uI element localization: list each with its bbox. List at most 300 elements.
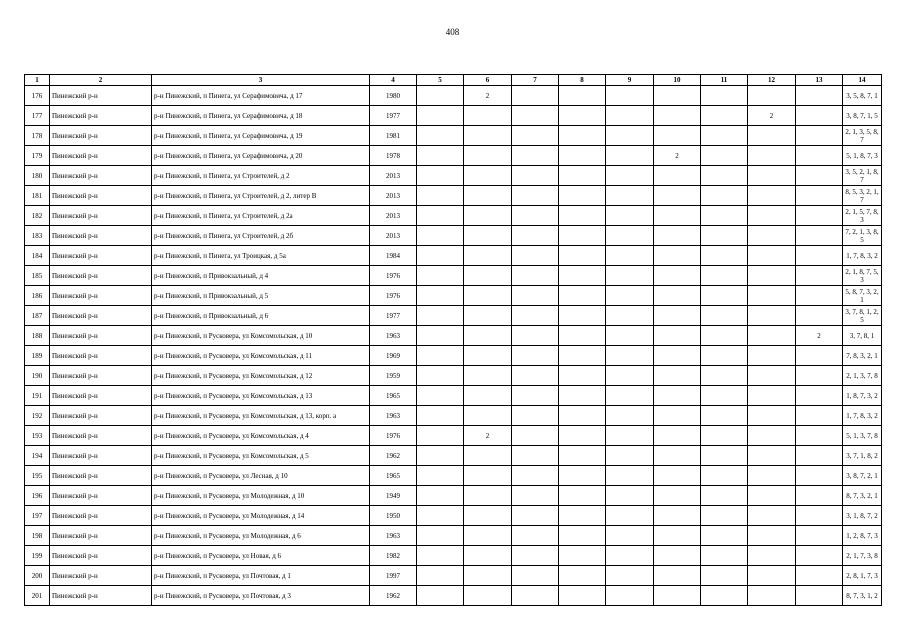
col11-cell: [701, 286, 748, 306]
col11-cell: [701, 406, 748, 426]
header-row: [25, 75, 882, 86]
district-cell: Пинежский р-н: [50, 146, 152, 166]
col13-cell: [796, 246, 843, 266]
col5-cell: [417, 366, 464, 386]
col7-cell: [512, 526, 559, 546]
col12-cell: [748, 306, 796, 326]
col5-cell: [417, 266, 464, 286]
address-cell: р-н Пинежский, п Пинега, ул Строителей, д 2, литер В: [152, 186, 370, 206]
col14-cell: 1, 8, 7, 3, 2: [843, 386, 882, 406]
col11-cell: [701, 586, 748, 606]
col10-cell: [654, 126, 701, 146]
row-number: 177: [25, 106, 50, 126]
year-cell: 1962: [370, 446, 417, 466]
col11-cell: [701, 226, 748, 246]
col10-cell: [654, 186, 701, 206]
col13-cell: [796, 226, 843, 246]
col12-cell: [748, 366, 796, 386]
col13-cell: [796, 346, 843, 366]
column-header-5: 5: [417, 75, 464, 86]
year-cell: 1984: [370, 246, 417, 266]
col7-cell: [512, 266, 559, 286]
table-row: [25, 366, 882, 386]
col10-cell: [654, 566, 701, 586]
row-number: 176: [25, 86, 50, 106]
col6-cell: [464, 126, 512, 146]
table-row: [25, 306, 882, 326]
col7-cell: [512, 486, 559, 506]
col8-cell: [559, 486, 606, 506]
district-cell: Пинежский р-н: [50, 166, 152, 186]
col9-cell: [606, 526, 654, 546]
col5-cell: [417, 326, 464, 346]
col6-cell: [464, 246, 512, 266]
table-row: [25, 466, 882, 486]
col12-cell: [748, 166, 796, 186]
district-cell: Пинежский р-н: [50, 546, 152, 566]
col12-cell: [748, 486, 796, 506]
col14-cell: 2, 1, 5, 7, 8, 3: [843, 206, 882, 226]
address-cell: р-н Пинежский, п Русковера, ул Почтовая, д 1: [152, 566, 370, 586]
col14-cell: 8, 7, 3, 2, 1: [843, 486, 882, 506]
col14-cell: 8, 7, 3, 1, 2: [843, 586, 882, 606]
col10-cell: [654, 206, 701, 226]
table-row: [25, 126, 882, 146]
col8-cell: [559, 246, 606, 266]
col11-cell: [701, 166, 748, 186]
year-cell: 1981: [370, 126, 417, 146]
col12-cell: [748, 426, 796, 446]
column-header-3: 3: [152, 75, 370, 86]
table-row: [25, 346, 882, 366]
address-cell: р-н Пинежский, п Русковера, ул Молодежная, д 14: [152, 506, 370, 526]
col7-cell: [512, 346, 559, 366]
col6-cell: [464, 106, 512, 126]
year-cell: 1965: [370, 386, 417, 406]
col14-cell: 5, 8, 7, 3, 2, 1: [843, 286, 882, 306]
address-cell: р-н Пинежский, п Русковера, ул Комсомольская, д 12: [152, 366, 370, 386]
col10-cell: [654, 586, 701, 606]
col6-cell: [464, 586, 512, 606]
col8-cell: [559, 166, 606, 186]
district-cell: Пинежский р-н: [50, 246, 152, 266]
col12-cell: [748, 266, 796, 286]
table-body: [25, 86, 882, 606]
col14-cell: 8, 5, 3, 2, 1, 7: [843, 186, 882, 206]
row-number: 186: [25, 286, 50, 306]
col13-cell: [796, 166, 843, 186]
col8-cell: [559, 186, 606, 206]
col13-cell: [796, 426, 843, 446]
col14-cell: 3, 7, 1, 8, 2: [843, 446, 882, 466]
column-header-10: 10: [654, 75, 701, 86]
col12-cell: [748, 286, 796, 306]
table-row: [25, 206, 882, 226]
table-row: [25, 326, 882, 346]
col14-cell: 3, 8, 7, 2, 1: [843, 466, 882, 486]
col12-cell: [748, 346, 796, 366]
col7-cell: [512, 306, 559, 326]
col8-cell: [559, 126, 606, 146]
col11-cell: [701, 146, 748, 166]
col9-cell: [606, 346, 654, 366]
col9-cell: [606, 426, 654, 446]
year-cell: 1978: [370, 146, 417, 166]
col9-cell: [606, 386, 654, 406]
row-number: 194: [25, 446, 50, 466]
col6-cell: [464, 526, 512, 546]
address-cell: р-н Пинежский, п Привокзальный, д 6: [152, 306, 370, 326]
year-cell: 1976: [370, 286, 417, 306]
district-cell: Пинежский р-н: [50, 126, 152, 146]
col13-cell: [796, 506, 843, 526]
address-cell: р-н Пинежский, п Русковера, ул Молодежная, д 10: [152, 486, 370, 506]
table-row: [25, 386, 882, 406]
col9-cell: [606, 186, 654, 206]
col12-cell: [748, 146, 796, 166]
row-number: 201: [25, 586, 50, 606]
column-header-13: 13: [796, 75, 843, 86]
table-row: [25, 486, 882, 506]
col6-cell: 2: [464, 426, 512, 446]
col14-cell: 2, 1, 3, 7, 8: [843, 366, 882, 386]
column-header-11: 11: [701, 75, 748, 86]
col9-cell: [606, 206, 654, 226]
col5-cell: [417, 486, 464, 506]
col10-cell: [654, 406, 701, 426]
col14-cell: 3, 7, 8, 1, 2, 5: [843, 306, 882, 326]
col9-cell: [606, 306, 654, 326]
col11-cell: [701, 346, 748, 366]
col5-cell: [417, 386, 464, 406]
col11-cell: [701, 86, 748, 106]
table-row: [25, 406, 882, 426]
table-row: [25, 226, 882, 246]
col10-cell: [654, 466, 701, 486]
col10-cell: [654, 166, 701, 186]
table-row: [25, 106, 882, 126]
col11-cell: [701, 506, 748, 526]
address-cell: р-н Пинежский, п Русковера, ул Молодежная, д 6: [152, 526, 370, 546]
col6-cell: [464, 346, 512, 366]
col6-cell: [464, 146, 512, 166]
address-cell: р-н Пинежский, п Пинега, ул Серафимовича, д 18: [152, 106, 370, 126]
col8-cell: [559, 426, 606, 446]
col5-cell: [417, 586, 464, 606]
table-row: [25, 566, 882, 586]
col9-cell: [606, 326, 654, 346]
col14-cell: 1, 7, 8, 3, 2: [843, 406, 882, 426]
col13-cell: [796, 206, 843, 226]
col14-cell: 3, 8, 7, 1, 5: [843, 106, 882, 126]
table-row: [25, 246, 882, 266]
col8-cell: [559, 286, 606, 306]
col6-cell: [464, 546, 512, 566]
row-number: 197: [25, 506, 50, 526]
col13-cell: [796, 286, 843, 306]
col7-cell: [512, 86, 559, 106]
col7-cell: [512, 126, 559, 146]
address-cell: р-н Пинежский, п Пинега, ул Серафимовича, д 19: [152, 126, 370, 146]
col8-cell: [559, 446, 606, 466]
col13-cell: [796, 86, 843, 106]
year-cell: 1950: [370, 506, 417, 526]
col6-cell: [464, 166, 512, 186]
col10-cell: [654, 106, 701, 126]
address-cell: р-н Пинежский, п Русковера, ул Лесная, д 10: [152, 466, 370, 486]
district-cell: Пинежский р-н: [50, 346, 152, 366]
col7-cell: [512, 426, 559, 446]
col7-cell: [512, 206, 559, 226]
row-number: 181: [25, 186, 50, 206]
district-cell: Пинежский р-н: [50, 226, 152, 246]
column-header-14: 14: [843, 75, 882, 86]
col9-cell: [606, 226, 654, 246]
col8-cell: [559, 346, 606, 366]
district-cell: Пинежский р-н: [50, 466, 152, 486]
col10-cell: [654, 306, 701, 326]
col8-cell: [559, 326, 606, 346]
row-number: 199: [25, 546, 50, 566]
col5-cell: [417, 166, 464, 186]
address-cell: р-н Пинежский, п Русковера, ул Новая, д 6: [152, 546, 370, 566]
col7-cell: [512, 366, 559, 386]
col5-cell: [417, 566, 464, 586]
row-number: 182: [25, 206, 50, 226]
district-cell: Пинежский р-н: [50, 206, 152, 226]
housing-registry-table: [24, 74, 882, 606]
col9-cell: [606, 546, 654, 566]
col13-cell: [796, 146, 843, 166]
district-cell: Пинежский р-н: [50, 306, 152, 326]
col11-cell: [701, 386, 748, 406]
col7-cell: [512, 226, 559, 246]
col12-cell: [748, 466, 796, 486]
col6-cell: [464, 266, 512, 286]
row-number: 187: [25, 306, 50, 326]
district-cell: Пинежский р-н: [50, 286, 152, 306]
address-cell: р-н Пинежский, п Русковера, ул Комсомольская, д 4: [152, 426, 370, 446]
year-cell: 2013: [370, 226, 417, 246]
row-number: 198: [25, 526, 50, 546]
col10-cell: [654, 226, 701, 246]
col12-cell: [748, 326, 796, 346]
col8-cell: [559, 386, 606, 406]
col8-cell: [559, 526, 606, 546]
col7-cell: [512, 386, 559, 406]
address-cell: р-н Пинежский, п Русковера, ул Комсомольская, д 13, корп. а: [152, 406, 370, 426]
year-cell: 1949: [370, 486, 417, 506]
district-cell: Пинежский р-н: [50, 486, 152, 506]
col7-cell: [512, 326, 559, 346]
col11-cell: [701, 426, 748, 446]
col12-cell: [748, 206, 796, 226]
table-row: [25, 506, 882, 526]
column-header-4: 4: [370, 75, 417, 86]
col5-cell: [417, 506, 464, 526]
col13-cell: [796, 546, 843, 566]
col6-cell: 2: [464, 86, 512, 106]
col7-cell: [512, 166, 559, 186]
col5-cell: [417, 186, 464, 206]
district-cell: Пинежский р-н: [50, 326, 152, 346]
col6-cell: [464, 486, 512, 506]
col7-cell: [512, 546, 559, 566]
col14-cell: 2, 1, 3, 5, 8, 7: [843, 126, 882, 146]
row-number: 191: [25, 386, 50, 406]
column-header-6: 6: [464, 75, 512, 86]
col8-cell: [559, 106, 606, 126]
district-cell: Пинежский р-н: [50, 426, 152, 446]
col7-cell: [512, 246, 559, 266]
col11-cell: [701, 466, 748, 486]
col13-cell: [796, 126, 843, 146]
col5-cell: [417, 146, 464, 166]
col5-cell: [417, 466, 464, 486]
table-row: [25, 546, 882, 566]
district-cell: Пинежский р-н: [50, 566, 152, 586]
address-cell: р-н Пинежский, п Привокзальный, д 4: [152, 266, 370, 286]
district-cell: Пинежский р-н: [50, 406, 152, 426]
col6-cell: [464, 506, 512, 526]
col13-cell: [796, 486, 843, 506]
col5-cell: [417, 426, 464, 446]
col13-cell: [796, 306, 843, 326]
address-cell: р-н Пинежский, п Русковера, ул Комсомольская, д 10: [152, 326, 370, 346]
col9-cell: [606, 366, 654, 386]
page-number: 408: [445, 27, 460, 37]
col12-cell: [748, 566, 796, 586]
district-cell: Пинежский р-н: [50, 266, 152, 286]
col11-cell: [701, 106, 748, 126]
address-cell: р-н Пинежский, п Русковера, ул Комсомольская, д 5: [152, 446, 370, 466]
col8-cell: [559, 566, 606, 586]
col10-cell: [654, 86, 701, 106]
col10-cell: [654, 286, 701, 306]
district-cell: Пинежский р-н: [50, 446, 152, 466]
col11-cell: [701, 546, 748, 566]
col5-cell: [417, 446, 464, 466]
column-header-7: 7: [512, 75, 559, 86]
col10-cell: 2: [654, 146, 701, 166]
col13-cell: 2: [796, 326, 843, 346]
col5-cell: [417, 86, 464, 106]
col12-cell: [748, 386, 796, 406]
table-row: [25, 166, 882, 186]
col5-cell: [417, 546, 464, 566]
col9-cell: [606, 146, 654, 166]
col14-cell: 3, 1, 8, 7, 2: [843, 506, 882, 526]
col10-cell: [654, 366, 701, 386]
year-cell: 2013: [370, 206, 417, 226]
row-number: 179: [25, 146, 50, 166]
col10-cell: [654, 506, 701, 526]
column-header-9: 9: [606, 75, 654, 86]
col11-cell: [701, 526, 748, 546]
col8-cell: [559, 146, 606, 166]
col13-cell: [796, 366, 843, 386]
col9-cell: [606, 126, 654, 146]
col6-cell: [464, 566, 512, 586]
col5-cell: [417, 306, 464, 326]
table-row: [25, 266, 882, 286]
table-row: [25, 426, 882, 446]
col6-cell: [464, 306, 512, 326]
col9-cell: [606, 106, 654, 126]
address-cell: р-н Пинежский, п Пинега, ул Строителей, д 2б: [152, 226, 370, 246]
address-cell: р-н Пинежский, п Привокзальный, д 5: [152, 286, 370, 306]
col14-cell: 5, 1, 3, 7, 8: [843, 426, 882, 446]
col14-cell: 2, 1, 8, 7, 5, 3: [843, 266, 882, 286]
col7-cell: [512, 286, 559, 306]
district-cell: Пинежский р-н: [50, 526, 152, 546]
address-cell: р-н Пинежский, п Пинега, ул Серафимовича, д 20: [152, 146, 370, 166]
col7-cell: [512, 466, 559, 486]
col9-cell: [606, 286, 654, 306]
col9-cell: [606, 246, 654, 266]
col9-cell: [606, 86, 654, 106]
col7-cell: [512, 106, 559, 126]
year-cell: 1976: [370, 266, 417, 286]
col14-cell: 2, 1, 7, 3, 8: [843, 546, 882, 566]
address-cell: р-н Пинежский, п Русковера, ул Комсомольская, д 11: [152, 346, 370, 366]
col11-cell: [701, 206, 748, 226]
col6-cell: [464, 326, 512, 346]
col8-cell: [559, 226, 606, 246]
col12-cell: [748, 526, 796, 546]
col14-cell: 1, 2, 8, 7, 3: [843, 526, 882, 546]
table-row: [25, 186, 882, 206]
col7-cell: [512, 586, 559, 606]
col5-cell: [417, 286, 464, 306]
col12-cell: 2: [748, 106, 796, 126]
col7-cell: [512, 446, 559, 466]
row-number: 192: [25, 406, 50, 426]
col11-cell: [701, 186, 748, 206]
year-cell: 1982: [370, 546, 417, 566]
col11-cell: [701, 446, 748, 466]
year-cell: 1963: [370, 526, 417, 546]
col11-cell: [701, 326, 748, 346]
col9-cell: [606, 466, 654, 486]
row-number: 196: [25, 486, 50, 506]
col10-cell: [654, 426, 701, 446]
col11-cell: [701, 366, 748, 386]
col6-cell: [464, 206, 512, 226]
col5-cell: [417, 206, 464, 226]
col10-cell: [654, 346, 701, 366]
col6-cell: [464, 446, 512, 466]
year-cell: 1976: [370, 426, 417, 446]
col8-cell: [559, 406, 606, 426]
col6-cell: [464, 406, 512, 426]
district-cell: Пинежский р-н: [50, 366, 152, 386]
address-cell: р-н Пинежский, п Пинега, ул Строителей, д 2: [152, 166, 370, 186]
col13-cell: [796, 446, 843, 466]
col6-cell: [464, 386, 512, 406]
year-cell: 1969: [370, 346, 417, 366]
col12-cell: [748, 226, 796, 246]
col11-cell: [701, 126, 748, 146]
col10-cell: [654, 486, 701, 506]
address-cell: р-н Пинежский, п Пинега, ул Строителей, д 2а: [152, 206, 370, 226]
col11-cell: [701, 246, 748, 266]
table-header: [25, 75, 882, 86]
column-header-1: 1: [25, 75, 50, 86]
col7-cell: [512, 146, 559, 166]
row-number: 188: [25, 326, 50, 346]
column-header-8: 8: [559, 75, 606, 86]
